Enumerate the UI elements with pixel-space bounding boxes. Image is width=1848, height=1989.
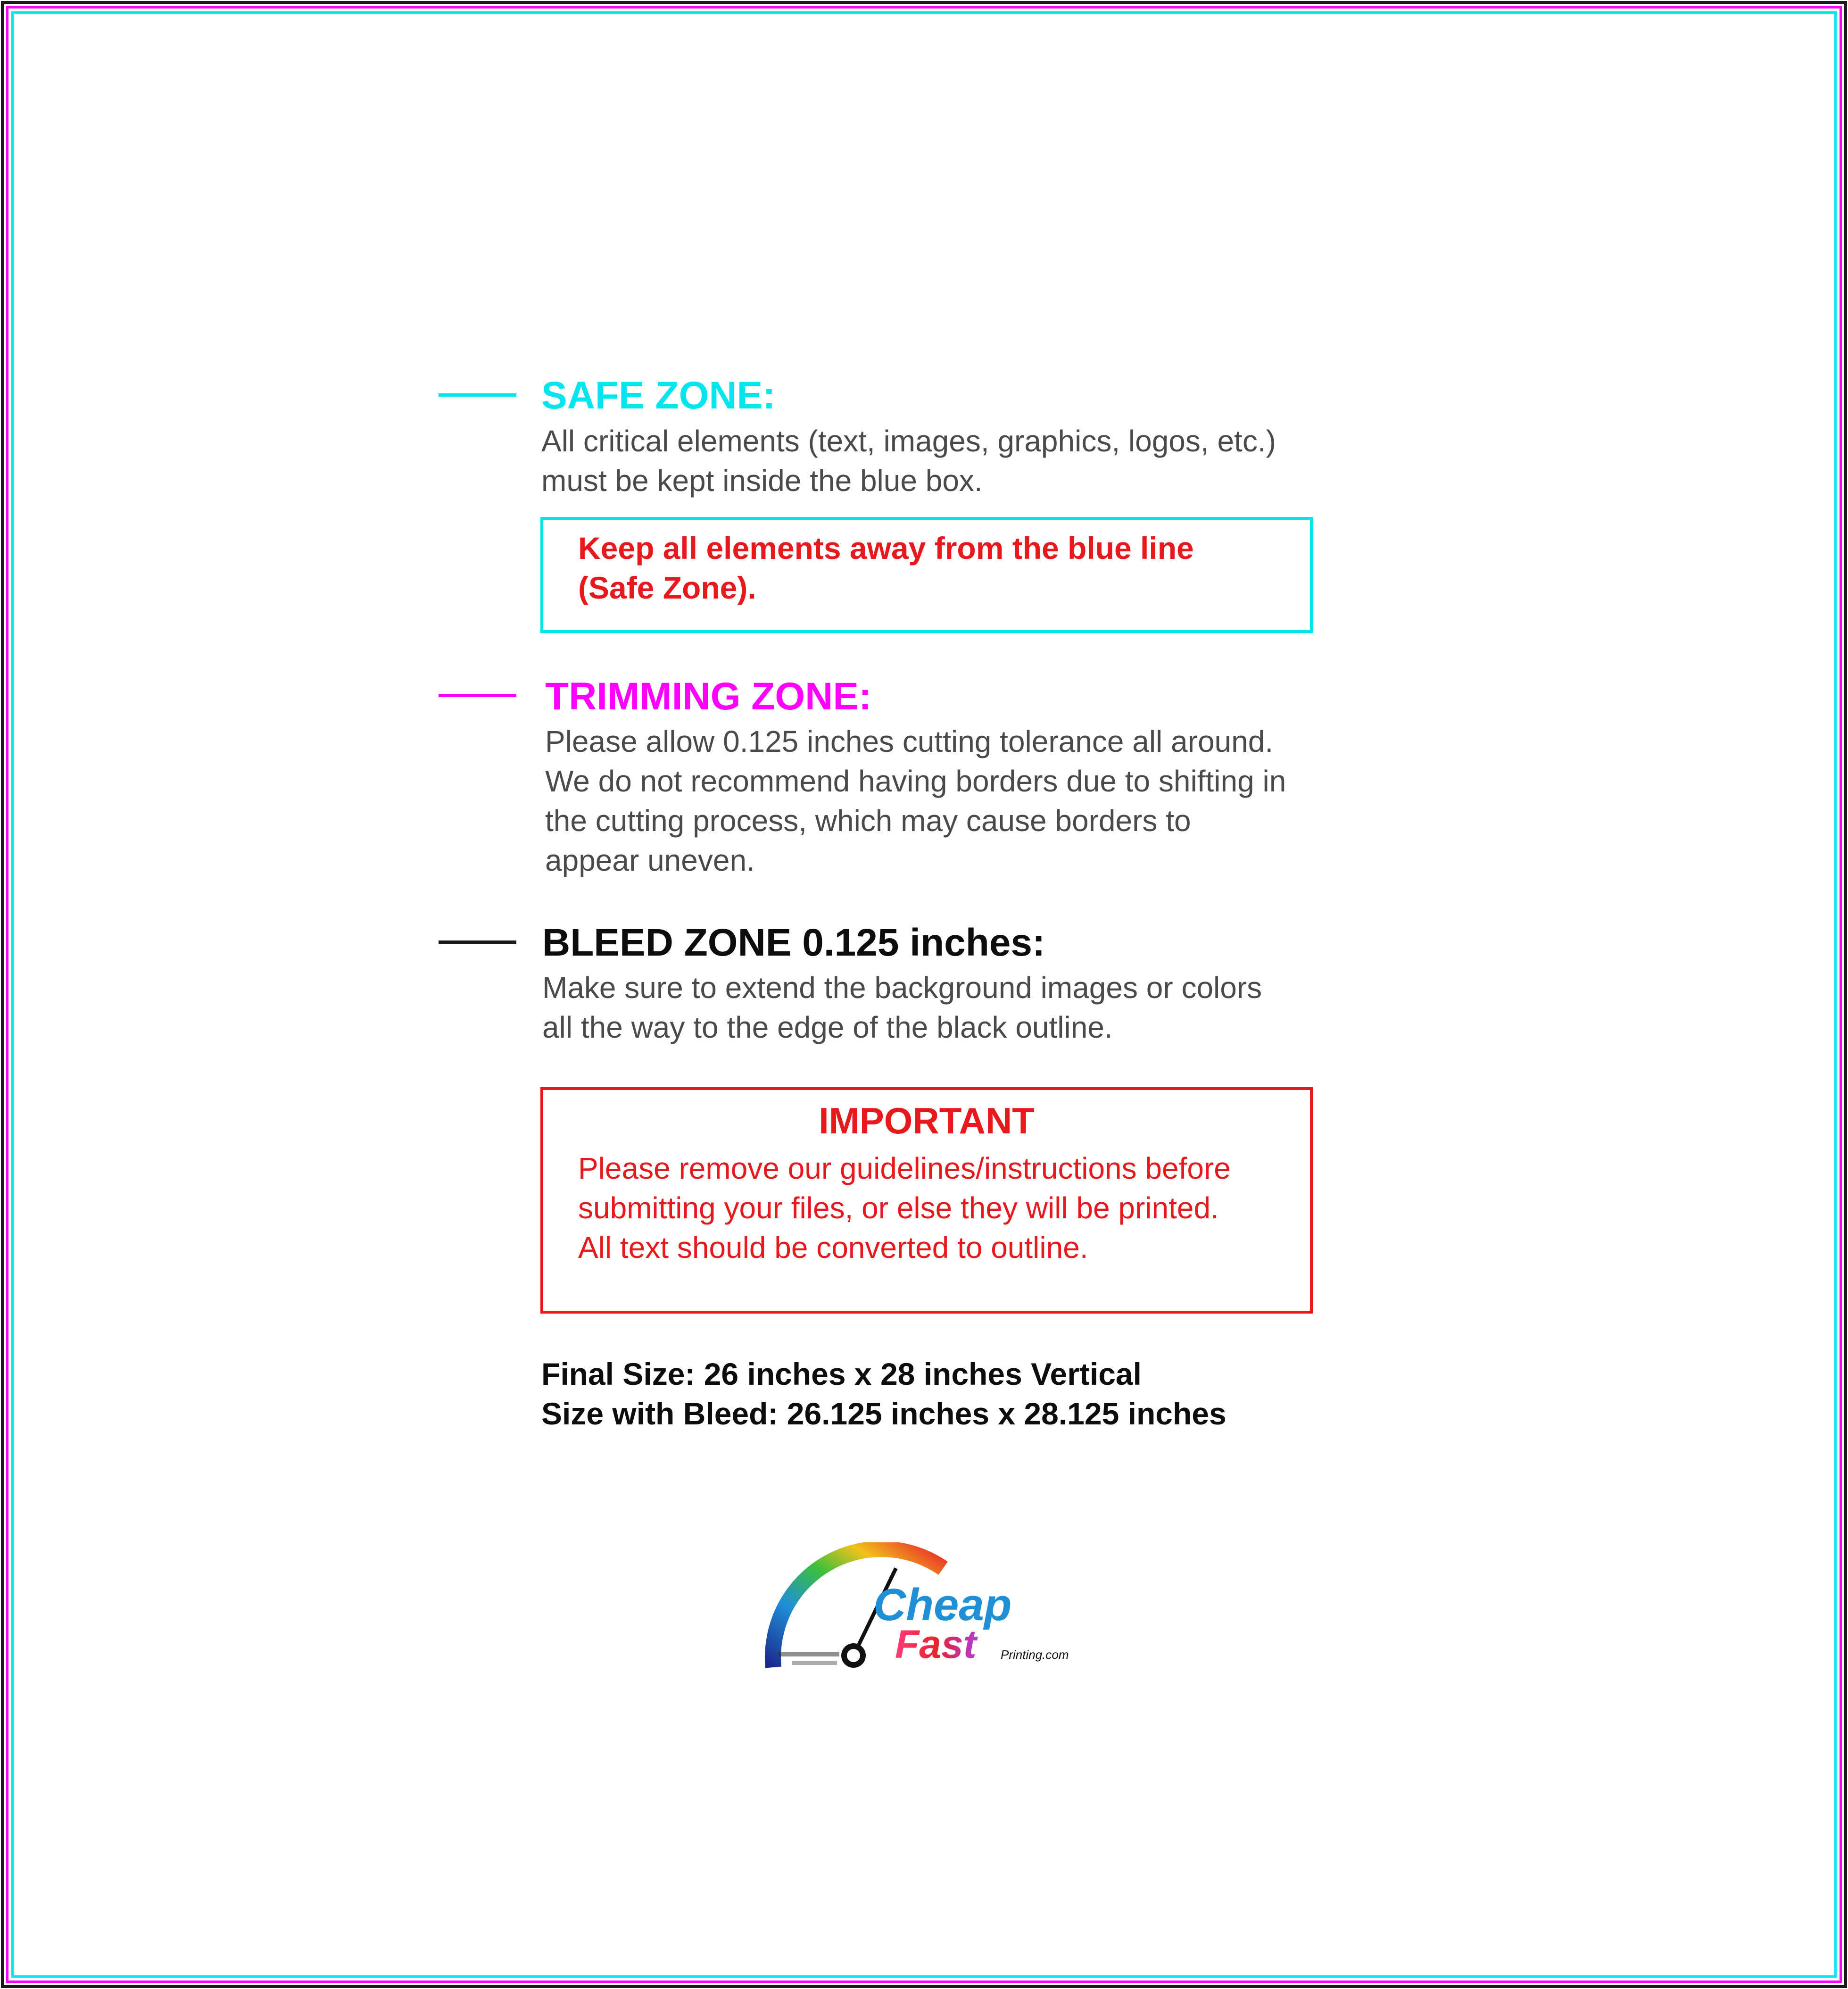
trimming-zone-description — [545, 722, 1286, 880]
trimming-zone-title: TRIMMING ZONE: — [545, 675, 872, 718]
safe-zone-description — [541, 421, 1276, 500]
logo-graphic — [764, 1542, 1094, 1689]
cheap-fast-printing-logo — [764, 1542, 1094, 1689]
logo-word-cheap: Cheap — [873, 1580, 1012, 1630]
safe-zone-note-line: (Safe Zone). — [578, 570, 756, 605]
bleed-zone-legend-line — [439, 940, 516, 944]
safe-zone-note-line: Keep all elements away from the blue line — [578, 531, 1194, 566]
trimming-zone-line: We do not recommend having borders due to shifting in — [545, 764, 1286, 798]
important-title: IMPORTANT — [819, 1100, 1035, 1141]
safe-zone-line: All critical elements (text, images, graphics, logos, etc.) — [541, 424, 1276, 458]
logo-domain: Printing.com — [1001, 1648, 1069, 1662]
bleed-zone-line: all the way to the edge of the black outline. — [542, 1010, 1113, 1044]
important-text — [578, 1148, 1231, 1267]
safe-zone-line: must be kept inside the blue box. — [541, 464, 983, 498]
important-line: submitting your files, or else they will be printed. — [578, 1191, 1219, 1225]
trimming-zone-legend-line — [439, 694, 516, 697]
size-with-bleed: Size with Bleed: 26.125 inches x 28.125 inches — [541, 1396, 1226, 1431]
safe-zone-note-box — [540, 517, 1313, 633]
bleed-zone-title: BLEED ZONE 0.125 inches: — [542, 921, 1045, 964]
bleed-zone-line: Make sure to extend the background images or colors — [542, 971, 1262, 1005]
important-box — [540, 1087, 1313, 1314]
final-size: Final Size: 26 inches x 28 inches Vertical — [541, 1357, 1142, 1391]
safe-zone-title: SAFE ZONE: — [541, 374, 776, 417]
trimming-zone-line: appear uneven. — [545, 843, 755, 877]
important-line: All text should be converted to outline. — [578, 1231, 1088, 1265]
bleed-zone-description — [542, 968, 1262, 1047]
safe-zone-legend-line — [439, 393, 516, 397]
trimming-zone-line: Please allow 0.125 inches cutting tolerance all around. — [545, 724, 1274, 758]
safe-zone-note — [578, 528, 1194, 608]
logo-word-fast: Fast — [895, 1622, 977, 1666]
size-info — [541, 1354, 1226, 1433]
trimming-zone-line: the cutting process, which may cause borders to — [545, 804, 1191, 838]
important-line: Please remove our guidelines/instructions before — [578, 1151, 1231, 1185]
